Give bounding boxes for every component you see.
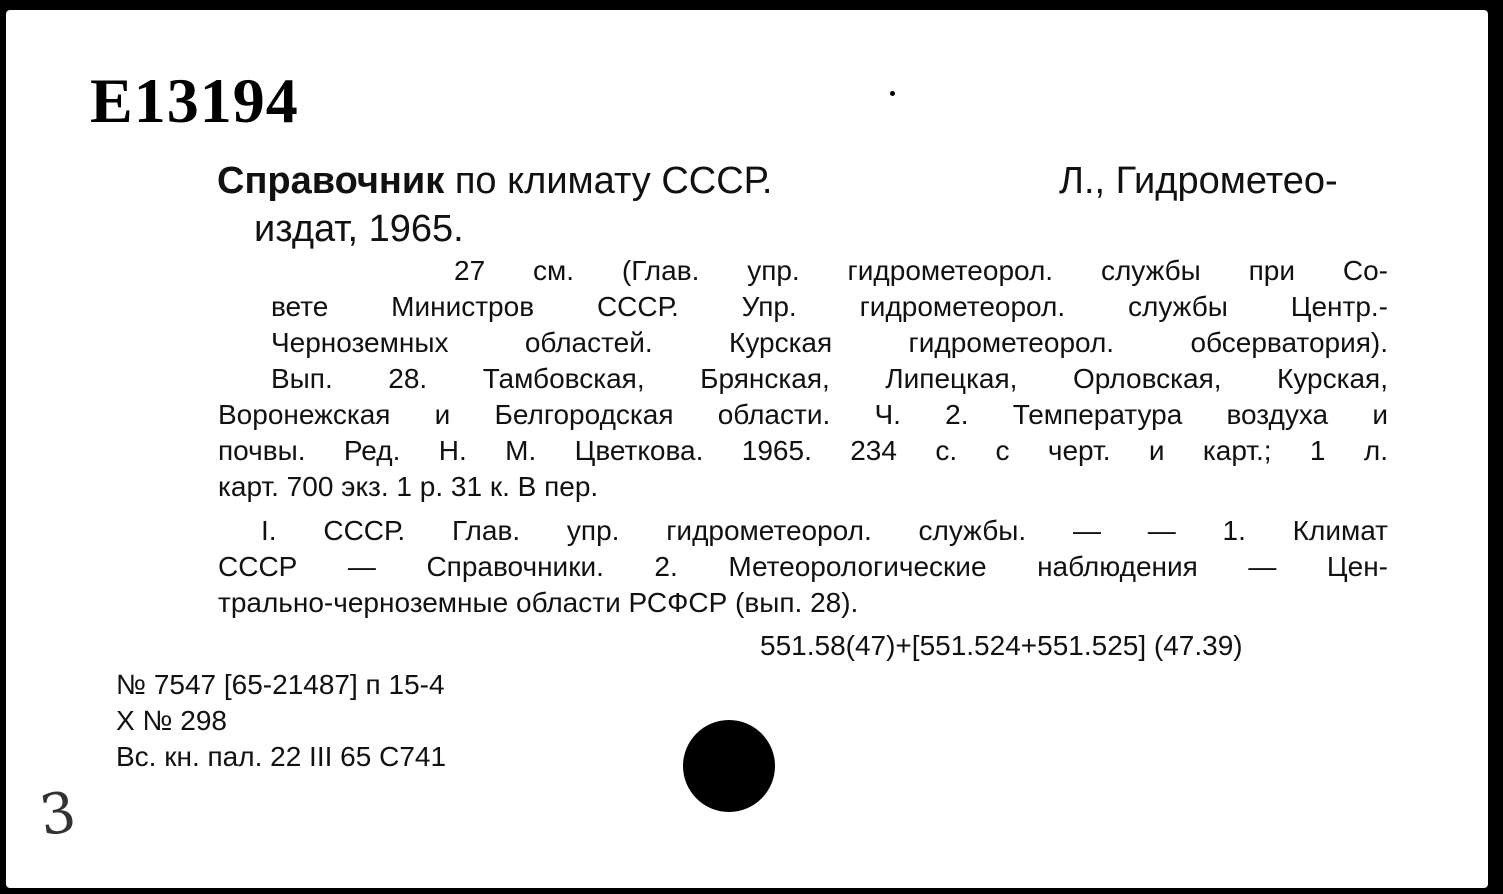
imprint-year: издат, 1965. — [254, 208, 464, 250]
catalog-card — [6, 10, 1488, 888]
title-main: Справочник — [217, 160, 445, 202]
description-line-7: карт. 700 экз. 1 р. 31 к. В пер. — [218, 471, 599, 502]
description-line-3 — [271, 327, 1388, 359]
description-text-5: Воронежская и Белгородская области. Ч. 2. Температура воздуха и — [218, 399, 1388, 430]
title-rest: по климату СССР. — [444, 160, 773, 202]
record-line-3: Вс. кн. пал. 22 III 65 С741 — [116, 741, 447, 772]
classification: 551.58(47)+[551.524+551.525] (47.39) — [760, 630, 1243, 661]
tracing-line-1 — [261, 515, 1388, 547]
record-line-2: Х № 298 — [116, 705, 227, 736]
title-line — [217, 160, 772, 203]
description-text-3: Черноземных областей. Курская гидрометеорол. обсерватория). — [271, 327, 1388, 358]
description-line-5 — [218, 399, 1388, 431]
imprint-place: Л., Гидрометео- — [1059, 160, 1338, 202]
description-line-1 — [454, 255, 1388, 287]
handwritten-mark: 3 — [35, 779, 80, 850]
shelfmark: Е13194 — [90, 65, 299, 136]
description-text-2: вете Министров СССР. Упр. гидрометеорол. службы Центр.- — [271, 291, 1388, 322]
punch-hole — [683, 720, 775, 812]
speck — [890, 91, 895, 96]
tracing-text-2: СССР — Справочники. 2. Метеорологические наблюдения — Цен- — [218, 551, 1388, 582]
description-text-1: 27 см. (Глав. упр. гидрометеорол. службы при Со- — [454, 255, 1388, 286]
tracing-line-3: трально-черноземные области РСФСР (вып. 28). — [218, 587, 859, 618]
record-line-1: № 7547 [65-21487] п 15-4 — [116, 669, 445, 700]
description-text-6: почвы. Ред. Н. М. Цветкова. 1965. 234 с. с черт. и карт.; 1 л. — [218, 435, 1388, 466]
description-line-2 — [271, 291, 1388, 323]
tracing-line-2 — [218, 551, 1388, 583]
description-line-6 — [218, 435, 1388, 467]
tracing-text-1: I. СССР. Глав. упр. гидрометеорол. службы. — — 1. Климат — [261, 515, 1388, 546]
description-text-4: Вып. 28. Тамбовская, Брянская, Липецкая, Орловская, Курская, — [271, 363, 1388, 394]
description-line-4 — [271, 363, 1388, 395]
